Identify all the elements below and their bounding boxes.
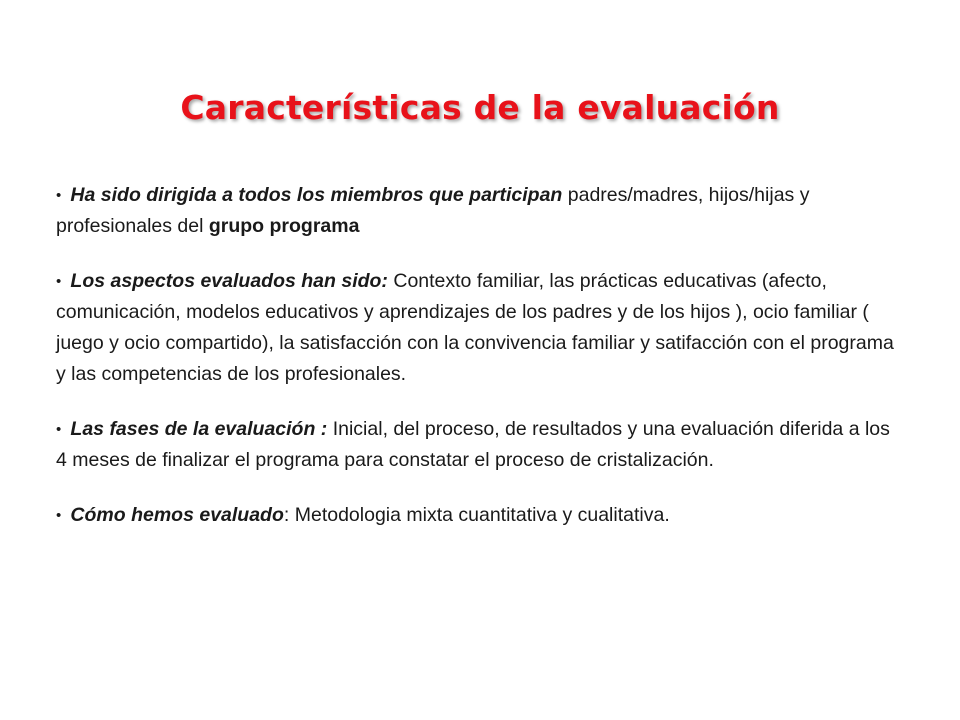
- bullet-lead: Ha sido dirigida a todos los miembros que participan: [70, 184, 563, 206]
- bullet-dot-icon: •: [56, 507, 62, 524]
- bullet-text: : Metodologia mixta cuantitativa y cualitativa.: [283, 504, 670, 526]
- bullet-text: Inicial, del proceso, de resultados y una evaluación diferida a los 4 meses de finalizar el programa para constatar el proceso de cristalización.: [56, 418, 890, 471]
- bullet-strong: grupo programa: [208, 215, 360, 237]
- bullet-list: [56, 180, 904, 555]
- bullet-lead: Cómo hemos evaluado: [70, 504, 284, 526]
- bullet-item-phases: [56, 414, 904, 476]
- bullet-text: padres/madres, hijos/hijas y profesionales del: [56, 184, 810, 237]
- bullet-dot-icon: •: [56, 421, 62, 438]
- bullet-text: Contexto familiar, las prácticas educativas (afecto, comunicación, modelos educativos y aprendizajes de los padres y de los hijos ), ocio familiar ( juego y ocio compartido), la satisfacción con la convivencia familiar y satifacción con el programa y las competencias de los profesionales.: [56, 270, 894, 385]
- bullet-dot-icon: •: [56, 187, 62, 204]
- bullet-item-participants: [56, 180, 904, 242]
- bullet-dot-icon: •: [56, 273, 62, 290]
- bullet-item-method: [56, 500, 904, 531]
- slide-title: Características de la evaluación: [180, 88, 780, 127]
- bullet-item-aspects: [56, 266, 904, 390]
- bullet-lead: Los aspectos evaluados han sido:: [70, 270, 388, 292]
- bullet-lead: Las fases de la evaluación :: [70, 418, 328, 440]
